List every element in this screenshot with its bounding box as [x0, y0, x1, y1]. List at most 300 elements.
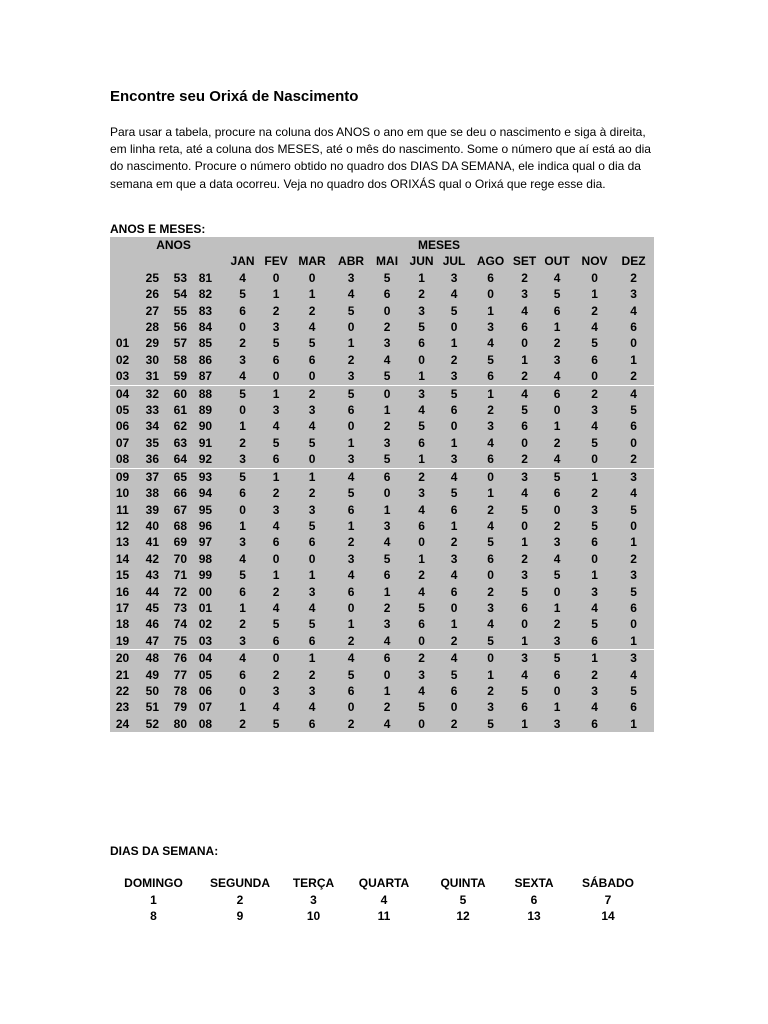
month-value-cell: 4: [239, 551, 246, 566]
month-value-cell: 0: [418, 535, 425, 550]
month-value-cell: 5: [487, 535, 494, 550]
month-value-cell: 3: [347, 369, 355, 384]
day-name: SEXTA: [514, 876, 554, 890]
month-value-cell: 6: [347, 403, 355, 418]
month-value-cell: 3: [553, 535, 561, 550]
year-cell: 38: [145, 486, 159, 501]
month-value-cell: 5: [487, 633, 494, 648]
year-cell: 13: [115, 535, 130, 550]
year-cell: 71: [173, 568, 187, 583]
month-value-cell: 3: [521, 568, 528, 583]
month-value-cell: 3: [630, 568, 637, 583]
year-cell: 70: [173, 551, 187, 566]
month-value-cell: 2: [521, 452, 528, 467]
year-cell: 73: [173, 600, 187, 615]
day-name: QUINTA: [440, 876, 486, 890]
year-cell: 29: [145, 336, 159, 351]
month-value-cell: 5: [591, 617, 598, 632]
page-title: Encontre seu Orixá de Nascimento: [110, 88, 359, 105]
month-value-cell: 2: [487, 584, 494, 599]
month-value-cell: 3: [272, 320, 280, 335]
month-value-cell: 4: [418, 403, 425, 418]
month-value-cell: 5: [333, 385, 369, 402]
month-value-cell: 2: [272, 486, 280, 501]
month-value-cell: 1: [291, 650, 333, 667]
table-row: [110, 683, 654, 699]
year-cell: 05: [115, 403, 130, 418]
month-value-cell: 5: [418, 419, 425, 434]
month-header: MAR: [298, 254, 326, 269]
instructions-paragraph: Para usar a tabela, procure na coluna dos ANOS o ano em que se deu o nascimento e siga à direita, em linha reta, até a coluna dos MESES, até o mês do nascimento. Some o número que aí está ao dia do nascimento. Procure o número obtido no quadro dos DIAS DA SEMANA, ele indica qual o dia da semana em que a data ocorreu. Veja no quadro dos ORIXÁS qual o Orixá que rege esse dia.: [110, 125, 651, 191]
month-value-cell: 5: [347, 486, 355, 501]
month-value-cell: 2: [418, 568, 425, 583]
month-value-cell: 3: [308, 584, 316, 599]
year-cell: 34: [145, 419, 159, 434]
month-value-cell: 0: [369, 385, 405, 402]
month-value-cell: 4: [521, 667, 528, 682]
month-value-cell: 1: [450, 518, 458, 533]
table-row: [110, 650, 654, 667]
year-cell: 64: [173, 452, 187, 467]
month-value-cell: 5: [239, 287, 246, 302]
month-value-cell: 5: [450, 486, 458, 501]
month-value-cell: 1: [630, 633, 637, 648]
month-value-cell: 5: [450, 303, 458, 318]
month-value-cell: 4: [613, 385, 654, 402]
month-value-cell: 0: [630, 336, 637, 351]
year-cell: 16: [115, 584, 130, 599]
table-row: [110, 485, 654, 501]
month-value-cell: 6: [239, 303, 246, 318]
year-cell: 44: [145, 584, 159, 599]
month-value-cell: 1: [418, 270, 425, 285]
month-value-cell: 1: [383, 683, 391, 698]
month-value-cell: 1: [553, 600, 561, 615]
day-number: 1: [150, 892, 157, 907]
month-value-cell: 6: [591, 352, 598, 367]
month-value-cell: 2: [239, 617, 246, 632]
month-value-cell: 6: [450, 403, 458, 418]
month-value-cell: 0: [487, 287, 494, 302]
year-cell: 25: [145, 270, 159, 285]
month-value-cell: 6: [347, 502, 355, 517]
month-value-cell: 3: [418, 303, 425, 318]
year-cell: 83: [198, 303, 213, 318]
month-value-cell: 6: [308, 535, 316, 550]
month-value-cell: 6: [591, 535, 598, 550]
year-cell: 43: [145, 568, 159, 583]
year-cell: 03: [115, 369, 130, 384]
month-value-cell: 4: [418, 502, 425, 517]
year-cell: 14: [115, 551, 130, 566]
month-value-cell: 2: [450, 633, 458, 648]
month-value-cell: 1: [630, 352, 637, 367]
month-value-cell: 2: [239, 336, 246, 351]
month-value-cell: 5: [521, 502, 528, 517]
table-row: [110, 319, 654, 335]
month-value-cell: 1: [308, 287, 316, 302]
month-value-cell: 5: [383, 270, 391, 285]
month-value-cell: 3: [239, 352, 246, 367]
month-value-cell: 4: [450, 568, 458, 583]
month-value-cell: 0: [591, 369, 598, 384]
year-cell: 81: [198, 270, 213, 285]
month-value-cell: 0: [521, 518, 528, 533]
month-value-cell: 3: [613, 468, 654, 485]
month-value-cell: 0: [591, 551, 598, 566]
month-value-cell: 4: [487, 518, 494, 533]
month-value-cell: 2: [272, 667, 280, 682]
year-cell: 06: [115, 419, 130, 434]
year-cell: 72: [173, 584, 187, 599]
year-cell: 46: [145, 617, 159, 632]
month-value-cell: 3: [418, 667, 425, 682]
month-value-cell: 3: [487, 320, 494, 335]
month-value-cell: 3: [418, 486, 425, 501]
month-value-cell: 0: [521, 617, 528, 632]
day-number: 11: [377, 909, 391, 923]
month-value-cell: 4: [239, 369, 246, 384]
day-number: 12: [456, 909, 470, 923]
day-number: 14: [601, 909, 615, 923]
year-cell: 36: [145, 452, 159, 467]
month-value-cell: 6: [347, 584, 355, 599]
month-header: OUT: [544, 254, 570, 269]
month-value-cell: 3: [383, 435, 391, 450]
month-value-cell: 0: [383, 667, 391, 682]
month-value-cell: 6: [418, 617, 425, 632]
month-value-cell: 6: [487, 270, 494, 285]
year-cell: 02: [115, 352, 130, 367]
month-value-cell: 0: [591, 270, 598, 285]
month-value-cell: 5: [487, 352, 494, 367]
month-value-cell: 1: [347, 435, 355, 450]
month-value-cell: 2: [630, 452, 637, 467]
year-cell: 15: [115, 568, 130, 583]
day-number: 3: [310, 892, 317, 907]
year-cell: 63: [173, 435, 187, 450]
month-value-cell: 1: [576, 468, 613, 485]
month-value-cell: 5: [308, 617, 316, 632]
month-value-cell: 3: [511, 650, 538, 667]
year-cell: 11: [116, 502, 129, 517]
month-value-cell: 4: [272, 600, 280, 615]
year-cell: 86: [198, 352, 213, 367]
month-value-cell: 5: [383, 551, 391, 566]
month-value-cell: 5: [591, 435, 598, 450]
month-value-cell: 6: [630, 320, 637, 335]
month-value-cell: 6: [553, 303, 561, 318]
table-row: [110, 667, 654, 683]
month-value-cell: 2: [487, 502, 494, 517]
month-value-cell: 2: [450, 535, 458, 550]
month-value-cell: 5: [418, 700, 425, 715]
month-value-cell: 1: [630, 535, 637, 550]
month-value-cell: 1: [591, 568, 598, 583]
month-value-cell: 2: [553, 617, 561, 632]
year-cell: 65: [159, 468, 187, 485]
month-value-cell: 5: [308, 336, 316, 351]
month-value-cell: 1: [347, 518, 355, 533]
month-value-cell: 6: [487, 369, 494, 384]
month-value-cell: 6: [630, 419, 637, 434]
month-value-cell: 2: [308, 667, 316, 682]
month-value-cell: 0: [521, 336, 528, 351]
month-value-cell: 2: [487, 403, 494, 418]
month-value-cell: 0: [239, 320, 246, 335]
month-value-cell: 1: [418, 452, 425, 467]
month-value-cell: 0: [487, 568, 494, 583]
month-value-cell: 5: [538, 468, 576, 485]
month-value-cell: 2: [383, 419, 391, 434]
month-value-cell: 2: [450, 352, 458, 367]
year-cell: 79: [173, 700, 187, 715]
month-value-cell: 4: [487, 435, 494, 450]
year-cell: 27: [145, 303, 159, 318]
month-value-cell: 4: [333, 650, 369, 667]
month-value-cell: 6: [369, 468, 405, 485]
year-cell: 59: [173, 369, 187, 384]
month-value-cell: 3: [308, 683, 316, 698]
year-cell: 60: [159, 385, 187, 402]
month-value-cell: 0: [308, 551, 316, 566]
table-row: [110, 368, 654, 385]
month-value-cell: 1: [553, 320, 561, 335]
month-value-cell: 3: [239, 452, 246, 467]
month-value-cell: 0: [308, 270, 316, 285]
month-value-cell: 3: [239, 633, 246, 648]
month-value-cell: 1: [272, 287, 280, 302]
month-value-cell: 1: [521, 716, 528, 731]
month-value-cell: 2: [553, 336, 561, 351]
month-value-cell: 1: [261, 385, 291, 402]
month-value-cell: 4: [239, 270, 246, 285]
month-value-cell: 4: [521, 303, 528, 318]
month-value-cell: 3: [347, 452, 355, 467]
month-header: JUL: [442, 254, 466, 269]
month-value-cell: 4: [591, 419, 598, 434]
month-value-cell: 5: [438, 385, 470, 402]
year-cell: 08: [198, 716, 213, 731]
month-value-cell: 3: [383, 518, 391, 533]
month-value-cell: 3: [308, 502, 316, 517]
table-row: [110, 633, 654, 650]
year-cell: 24: [115, 716, 130, 731]
month-value-cell: 0: [347, 320, 355, 335]
year-cell: 02: [198, 617, 213, 632]
month-value-cell: 0: [383, 486, 391, 501]
month-value-cell: 1: [487, 486, 494, 501]
month-value-cell: 1: [272, 568, 280, 583]
table-row: [110, 352, 654, 368]
month-value-cell: 5: [521, 683, 528, 698]
month-header-row: [110, 253, 654, 269]
table-row: [110, 716, 654, 732]
month-value-cell: 6: [591, 716, 598, 731]
year-cell: 22: [115, 683, 130, 698]
month-value-cell: 6: [553, 667, 561, 682]
year-cell: [110, 319, 135, 335]
year-cell: 20: [110, 650, 135, 667]
year-cell: 07: [115, 435, 130, 450]
month-value-cell: 5: [591, 518, 598, 533]
month-value-cell: 6: [591, 633, 598, 648]
month-value-cell: 0: [308, 369, 316, 384]
month-value-cell: 4: [553, 452, 561, 467]
month-value-cell: 2: [347, 352, 355, 367]
month-value-cell: 3: [239, 535, 246, 550]
month-value-cell: 0: [418, 716, 425, 731]
year-cell: 94: [198, 486, 213, 501]
month-value-cell: 1: [450, 336, 458, 351]
table-row: [110, 567, 654, 583]
table-row: [110, 699, 654, 715]
year-cell: 93: [187, 468, 212, 485]
month-value-cell: 0: [553, 683, 561, 698]
year-cell: 88: [187, 385, 212, 402]
month-value-cell: 5: [308, 435, 316, 450]
table-row: [110, 518, 654, 534]
month-value-cell: 6: [521, 600, 528, 615]
month-value-cell: 3: [613, 650, 654, 667]
year-cell: 06: [198, 683, 213, 698]
month-value-cell: 5: [272, 617, 280, 632]
month-value-cell: 2: [487, 683, 494, 698]
day-name: TERÇA: [292, 876, 335, 890]
month-value-cell: 0: [553, 584, 561, 599]
month-value-cell: 0: [553, 502, 561, 517]
month-value-cell: 3: [553, 352, 561, 367]
month-value-cell: 4: [272, 419, 280, 434]
day-name: SÁBADO: [581, 876, 634, 890]
month-value-cell: 6: [487, 452, 494, 467]
anos-meses-table: [110, 237, 654, 732]
year-cell: 30: [145, 352, 159, 367]
year-cell: 05: [198, 667, 213, 682]
month-value-cell: 3: [487, 700, 494, 715]
month-value-cell: 2: [347, 535, 355, 550]
month-value-cell: 4: [308, 419, 316, 434]
month-header: FEV: [264, 254, 288, 269]
month-value-cell: 1: [418, 551, 425, 566]
meses-header: MESES: [418, 238, 461, 252]
day-number: 13: [527, 909, 541, 923]
month-value-cell: 4: [272, 518, 280, 533]
month-value-cell: 2: [630, 551, 637, 566]
month-value-cell: 3: [405, 385, 438, 402]
month-value-cell: 4: [553, 369, 561, 384]
month-value-cell: 3: [450, 452, 458, 467]
month-value-cell: 1: [553, 419, 561, 434]
table-row: [110, 502, 654, 518]
month-value-cell: 2: [630, 369, 637, 384]
month-value-cell: 2: [450, 716, 458, 731]
year-cell: 75: [173, 633, 187, 648]
month-value-cell: 1: [630, 716, 637, 731]
month-value-cell: 2: [272, 584, 280, 599]
year-cell: 40: [145, 518, 159, 533]
day-name-row: [110, 875, 650, 892]
year-cell: 35: [145, 435, 159, 450]
month-value-cell: 4: [591, 320, 598, 335]
day-number: 2: [236, 892, 244, 907]
month-value-cell: 6: [521, 700, 528, 715]
month-value-cell: 5: [630, 584, 637, 599]
month-value-cell: 5: [591, 336, 598, 351]
month-value-cell: 4: [418, 584, 425, 599]
year-cell: 12: [115, 518, 130, 533]
year-cell: 61: [173, 403, 187, 418]
month-value-cell: 1: [521, 535, 528, 550]
month-value-cell: 6: [450, 683, 458, 698]
month-value-cell: 5: [630, 403, 637, 418]
month-value-cell: 6: [538, 385, 576, 402]
anos-header: ANOS: [156, 238, 191, 252]
month-value-cell: 0: [347, 700, 355, 715]
month-header: JAN: [230, 254, 255, 269]
month-value-cell: 5: [630, 502, 637, 517]
day-number-row: [110, 908, 650, 925]
month-value-cell: 4: [383, 716, 391, 731]
month-value-cell: 1: [553, 700, 561, 715]
year-cell: 54: [173, 287, 187, 302]
month-value-cell: 5: [383, 452, 391, 467]
month-value-cell: 4: [511, 385, 538, 402]
anos-meses-heading: ANOS E MESES:: [110, 222, 206, 236]
month-value-cell: 5: [272, 336, 280, 351]
year-cell: 03: [198, 633, 213, 648]
month-value-cell: 3: [487, 600, 494, 615]
month-value-cell: 6: [553, 486, 561, 501]
month-value-cell: 3: [591, 584, 598, 599]
month-header: ABR: [338, 254, 365, 269]
year-cell: 18: [115, 617, 130, 632]
table-row: [110, 451, 654, 468]
month-value-cell: 4: [418, 683, 425, 698]
month-value-cell: 0: [591, 452, 598, 467]
year-cell: 39: [145, 502, 159, 517]
month-value-cell: 5: [487, 716, 494, 731]
month-value-cell: 1: [591, 287, 598, 302]
year-cell: 76: [159, 650, 187, 667]
year-cell: 84: [198, 320, 213, 335]
year-cell: 58: [173, 352, 187, 367]
month-value-cell: 1: [576, 650, 613, 667]
month-value-cell: 5: [308, 518, 316, 533]
table-row: [110, 270, 654, 286]
month-value-cell: 0: [521, 435, 528, 450]
month-value-cell: 3: [553, 716, 561, 731]
month-value-cell: 0: [418, 352, 425, 367]
year-cell: 77: [173, 667, 187, 682]
dias-semana-table: [110, 875, 650, 925]
year-cell: [110, 286, 135, 302]
month-value-cell: 1: [239, 419, 246, 434]
month-value-cell: 2: [591, 667, 598, 682]
month-value-cell: 4: [308, 700, 316, 715]
table-row: [110, 335, 654, 351]
month-header: MAI: [376, 254, 399, 269]
year-cell: 55: [173, 303, 187, 318]
header-row-groups: [110, 237, 654, 253]
month-value-cell: 2: [553, 435, 561, 450]
year-cell: 04: [110, 385, 135, 402]
month-value-cell: 3: [511, 468, 538, 485]
month-value-cell: 3: [383, 336, 391, 351]
month-value-cell: 3: [450, 369, 458, 384]
year-cell: 85: [198, 336, 213, 351]
month-value-cell: 1: [383, 584, 391, 599]
